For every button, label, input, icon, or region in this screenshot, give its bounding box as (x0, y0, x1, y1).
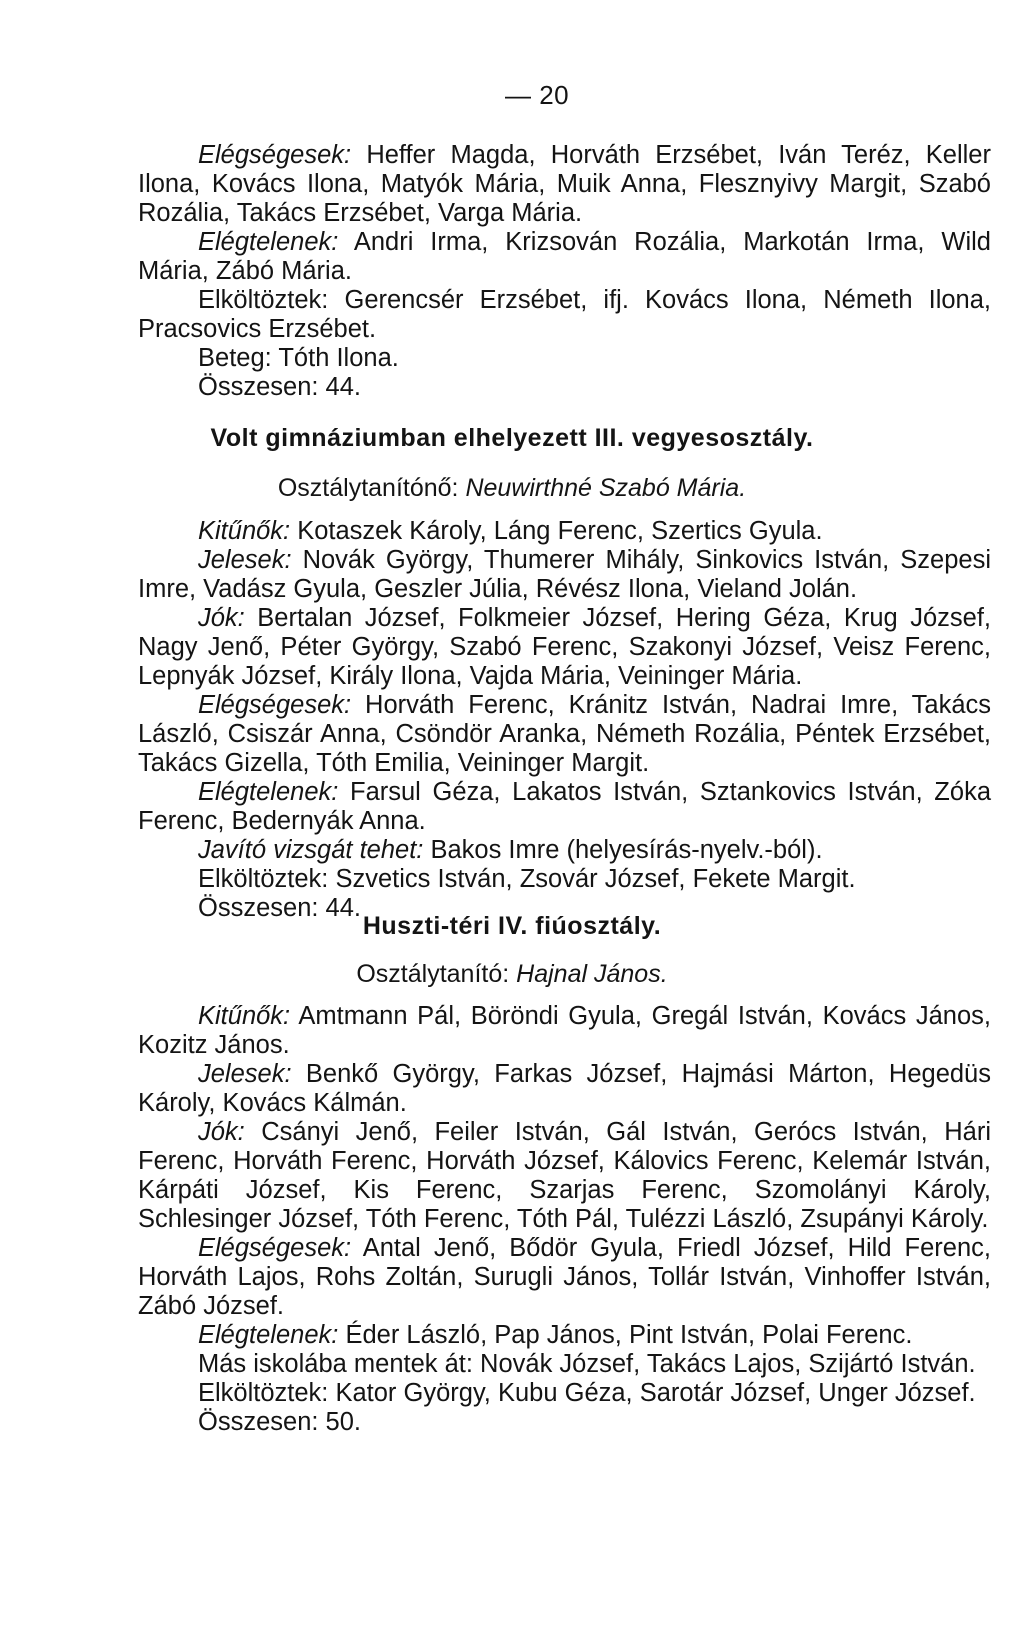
paragraph-elkoltoztek: Elköltöztek: Kator György, Kubu Géza, Sarotár József, Unger József. (198, 1379, 976, 1407)
paragraph-kitunok: Kitűnők: Amtmann Pál, Böröndi Gyula, Gregál István, Kovács János, Kozitz János. (138, 1002, 991, 1059)
section-body (138, 517, 991, 923)
section-total: Összesen: 44. (198, 894, 361, 922)
page-number: — 20 (505, 80, 570, 110)
section-total: Összesen: 50. (198, 1408, 361, 1436)
paragraph-jok: Jók: Csányi Jenő, Feiler István, Gál István, Gerócs István, Hári Ferenc, Horváth Ferenc, Horváth József, Kálovics Ferenc, Kelemár István, Kárpáti József, Kis Ferenc, Szarjas Ferenc, Szomolányi Károly, Schlesinger József, Tóth Ferenc, Tóth Pál, Tulézzi László, Zsupányi Károly. (138, 1118, 991, 1233)
paragraph-elegsegesek: Elégségesek: Antal Jenő, Bődör Gyula, Friedl József, Hild Ferenc, Horváth Lajos, Rohs Zoltán, Surugli János, Tollár István, Vinhoffer István, Zábó József. (138, 1234, 991, 1320)
paragraph-kitunok: Kitűnők: Kotaszek Károly, Láng Ferenc, Szertics Gyula. (198, 517, 823, 545)
paragraph-elkoltoztek: Elköltöztek: Szvetics István, Zsovár József, Fekete Margit. (198, 865, 856, 893)
section-total: Összesen: 44. (198, 373, 361, 401)
paragraph-jelesek: Jelesek: Novák György, Thumerer Mihály, Sinkovics István, Szepesi Imre, Vadász Gyula, Geszler Júlia, Révész Ilona, Vieland Jolán. (138, 546, 991, 603)
paragraph-elegtelenek: Elégtelenek: Andri Irma, Krizsován Rozália, Markotán Irma, Wild Mária, Zábó Mária. (138, 228, 991, 285)
paragraph-jok: Jók: Bertalan József, Folkmeier József, Hering Géza, Krug József, Nagy Jenő, Péter György, Szabó Ferenc, Szakonyi József, Veisz Ferenc, Lepnyák József, Király Ilona, Vajda Mária, Veininger Mária. (138, 604, 991, 690)
paragraph-beteg: Beteg: Tóth Ilona. (198, 344, 399, 372)
paragraph-elegtelenek: Elégtelenek: Farsul Géza, Lakatos István, Sztankovics István, Zóka Ferenc, Bedernyák Anna. (138, 778, 991, 835)
section-heading: Volt gimnáziumban elhelyezett III. vegyesosztály. (210, 424, 814, 452)
section-body (138, 1002, 991, 1437)
paragraph-elegtelenek: Elégtelenek: Éder László, Pap János, Pint István, Polai Ferenc. (198, 1321, 913, 1349)
section-heading: Huszti-téri IV. fiúosztály. (362, 912, 662, 940)
teacher-line: Osztálytanító: Hajnal János. (356, 960, 668, 988)
paragraph-elkoltoztek: Elköltöztek: Gerencsér Erzsébet, ifj. Kovács Ilona, Németh Ilona, Pracsovics Erzsébet. (138, 286, 991, 343)
paragraph-mas-iskolaba: Más iskolába mentek át: Novák József, Takács Lajos, Szijártó István. (198, 1350, 976, 1378)
paragraph-elegsegesek: Elégségesek: Heffer Magda, Horváth Erzsébet, Iván Teréz, Keller Ilona, Kovács Ilona, Matyók Mária, Muik Anna, Flesznyivy Margit, Szabó Rozália, Takács Erzsébet, Varga Mária. (138, 141, 991, 227)
section-continuation (138, 141, 991, 402)
teacher-line: Osztálytanítónő: Neuwirthné Szabó Mária. (277, 474, 747, 502)
paragraph-javito: Javító vizsgát tehet: Bakos Imre (helyesírás-nyelv.-ból). (198, 836, 823, 864)
paragraph-jelesek: Jelesek: Benkő György, Farkas József, Hajmási Márton, Hegedüs Károly, Kovács Kálmán. (138, 1060, 991, 1117)
paragraph-elegsegesek: Elégségesek: Horváth Ferenc, Kránitz István, Nadrai Imre, Takács László, Csiszár Anna, Csöndör Aranka, Németh Rozália, Péntek Erzsébet, Takács Gizella, Tóth Emilia, Veininger Margit. (138, 691, 991, 777)
